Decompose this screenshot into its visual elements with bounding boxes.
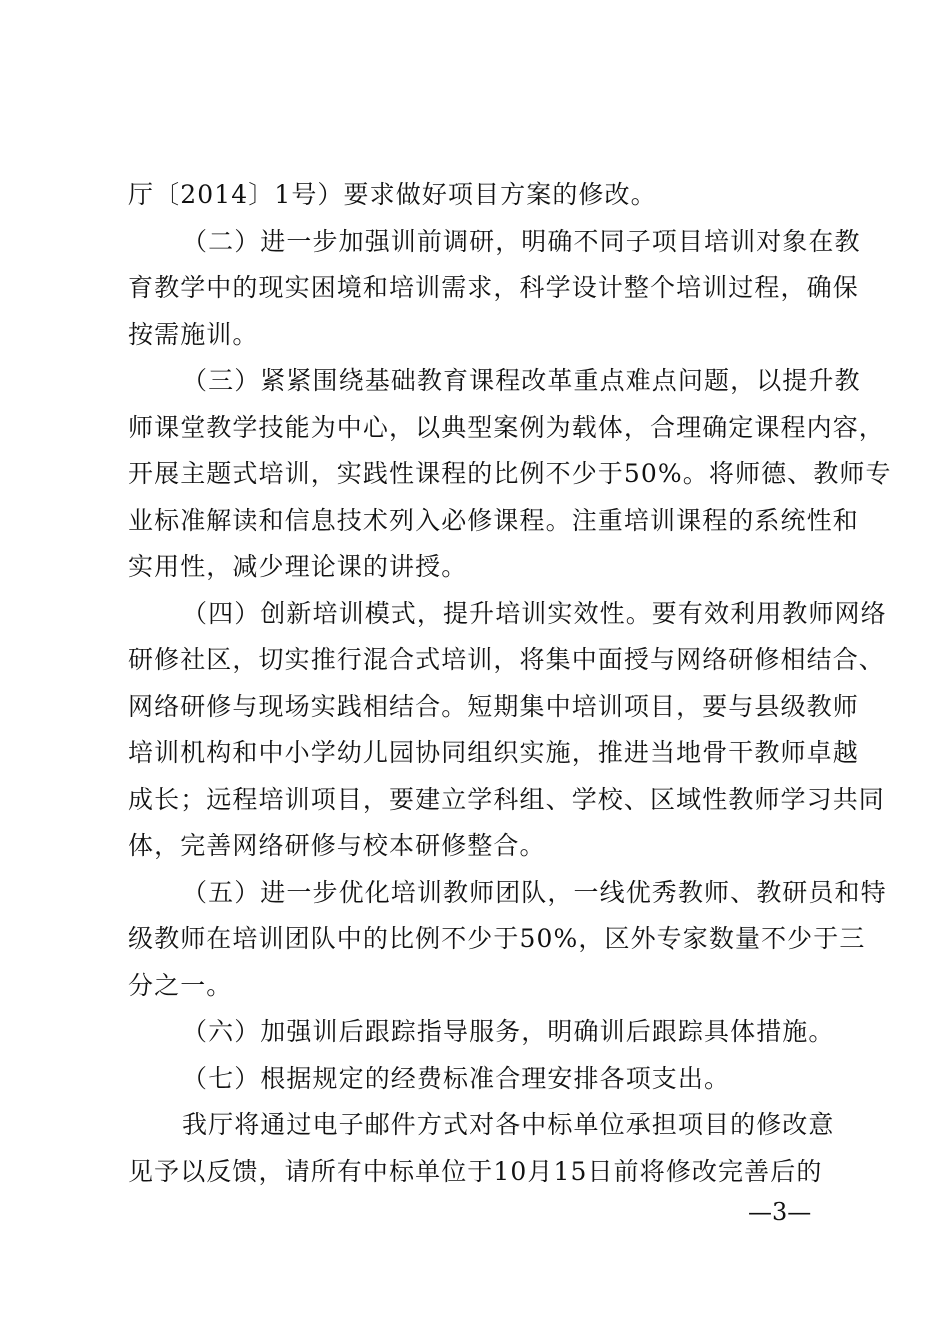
text-line: 育教学中的现实困境和培训需求，科学设计整个培训过程，确保 xyxy=(128,273,859,302)
text-line: （七）根据规定的经费标准合理安排各项支出。 xyxy=(182,1063,731,1093)
text-line: 按需施训。 xyxy=(128,319,259,349)
text-line: 体，完善网络研修与校本研修整合。 xyxy=(128,831,546,860)
text-line: 级教师在培训团队中的比例不少于50%，区外专家数量不少于三 xyxy=(128,924,866,953)
text-line: （三）紧紧围绕基础教育课程改革重点难点问题，以提升教 xyxy=(182,366,861,395)
text-line: 实用性，减少理论课的讲授。 xyxy=(128,552,468,581)
page-number: —3— xyxy=(748,1198,812,1226)
text-line: 网络研修与现场实践相结合。短期集中培训项目，要与县级教师 xyxy=(128,691,859,721)
text-line: （六）加强训后跟踪指导服务，明确训后跟踪具体措施。 xyxy=(182,1017,835,1046)
document-body xyxy=(128,172,892,1195)
text-line: 厅〔2014〕1号）要求做好项目方案的修改。 xyxy=(128,180,657,209)
text-line: 我厅将通过电子邮件方式对各中标单位承担项目的修改意 xyxy=(182,1110,835,1139)
text-line: 见予以反馈，请所有中标单位于10月15日前将修改完善后的 xyxy=(128,1156,823,1186)
text-line: （四）创新培训模式，提升培训实效性。要有效利用教师网络 xyxy=(182,598,887,628)
text-line: （五）进一步优化培训教师团队，一线优秀教师、教研员和特 xyxy=(182,877,887,907)
text-line: （二）进一步加强训前调研，明确不同子项目培训对象在教 xyxy=(182,226,861,256)
text-line: 研修社区，切实推行混合式培训，将集中面授与网络研修相结合、 xyxy=(128,645,885,674)
text-line: 业标准解读和信息技术列入必修课程。注重培训课程的系统性和 xyxy=(128,505,859,535)
text-line: 成长；远程培训项目，要建立学科组、学校、区域性教师学习共同 xyxy=(128,784,885,814)
text-line: 开展主题式培训，实践性课程的比例不少于50%。将师德、教师专 xyxy=(128,459,892,488)
text-line: 分之一。 xyxy=(128,970,233,1000)
text-line: 培训机构和中小学幼儿园协同组织实施，推进当地骨干教师卓越 xyxy=(128,738,859,767)
text-line: 师课堂教学技能为中心，以典型案例为载体，合理确定课程内容， xyxy=(128,412,885,442)
